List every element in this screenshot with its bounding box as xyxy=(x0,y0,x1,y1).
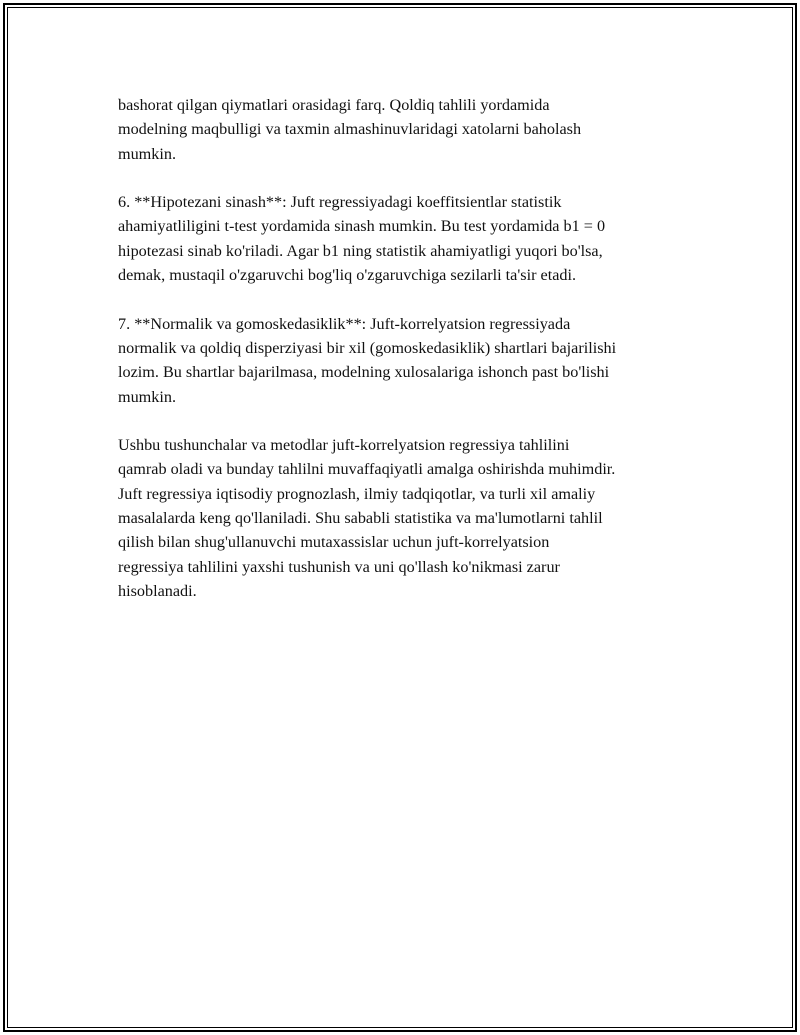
text-line: mumkin. xyxy=(118,144,177,163)
paragraph-conclusion xyxy=(118,433,708,603)
paragraph-hypothesis-testing xyxy=(118,190,708,287)
text-line: 6. **Hipotezani sinash**: Juft regressiyadagi koeffitsientlar statistik xyxy=(118,193,562,212)
text-line: ahamiyatliligini t-test yordamida sinash mumkin. Bu test yordamida b1 = 0 xyxy=(118,217,606,236)
text-line: hisoblanadi. xyxy=(118,581,197,600)
text-line: hipotezasi sinab ko'riladi. Agar b1 ning statistik ahamiyatligi yuqori bo'lsa, xyxy=(118,241,603,260)
paragraph-normality xyxy=(118,312,708,409)
paragraph-residual-analysis xyxy=(118,93,708,166)
text-line: 7. **Normalik va gomoskedasiklik**: Juft-korrelyatsion regressiyada xyxy=(118,314,571,333)
text-line: qamrab oladi va bunday tahlilni muvaffaqiyatli amalga oshirishda muhimdir. xyxy=(118,460,616,479)
text-line: demak, mustaqil o'zgaruvchi bog'liq o'zgaruvchiga sezilarli ta'sir etadi. xyxy=(118,266,577,285)
document-body xyxy=(118,93,708,628)
text-line: masalalarda keng qo'llaniladi. Shu sababli statistika va ma'lumotlarni tahlil xyxy=(118,509,603,528)
text-line: bashorat qilgan qiymatlari orasidagi farq. Qoldiq tahlili yordamida xyxy=(118,96,550,114)
text-line: normalik va qoldiq disperziyasi bir xil (gomoskedasiklik) shartlari bajarilishi xyxy=(118,338,617,357)
text-line: modelning maqbulligi va taxmin almashinuvlaridagi xatolarni baholash xyxy=(118,120,582,139)
text-line: Juft regressiya iqtisodiy prognozlash, ilmiy tadqiqotlar, va turli xil amaliy xyxy=(118,484,596,503)
text-line: mumkin. xyxy=(118,387,177,406)
text-line: lozim. Bu shartlar bajarilmasa, modelning xulosalariga ishonch past bo'lishi xyxy=(118,363,610,382)
text-line: Ushbu tushunchalar va metodlar juft-korrelyatsion regressiya tahlilini xyxy=(118,436,570,455)
text-line: regressiya tahlilini yaxshi tushunish va uni qo'llash ko'nikmasi zarur xyxy=(118,557,560,576)
text-line: qilish bilan shug'ullanuvchi mutaxassislar uchun juft-korrelyatsion xyxy=(118,533,550,552)
